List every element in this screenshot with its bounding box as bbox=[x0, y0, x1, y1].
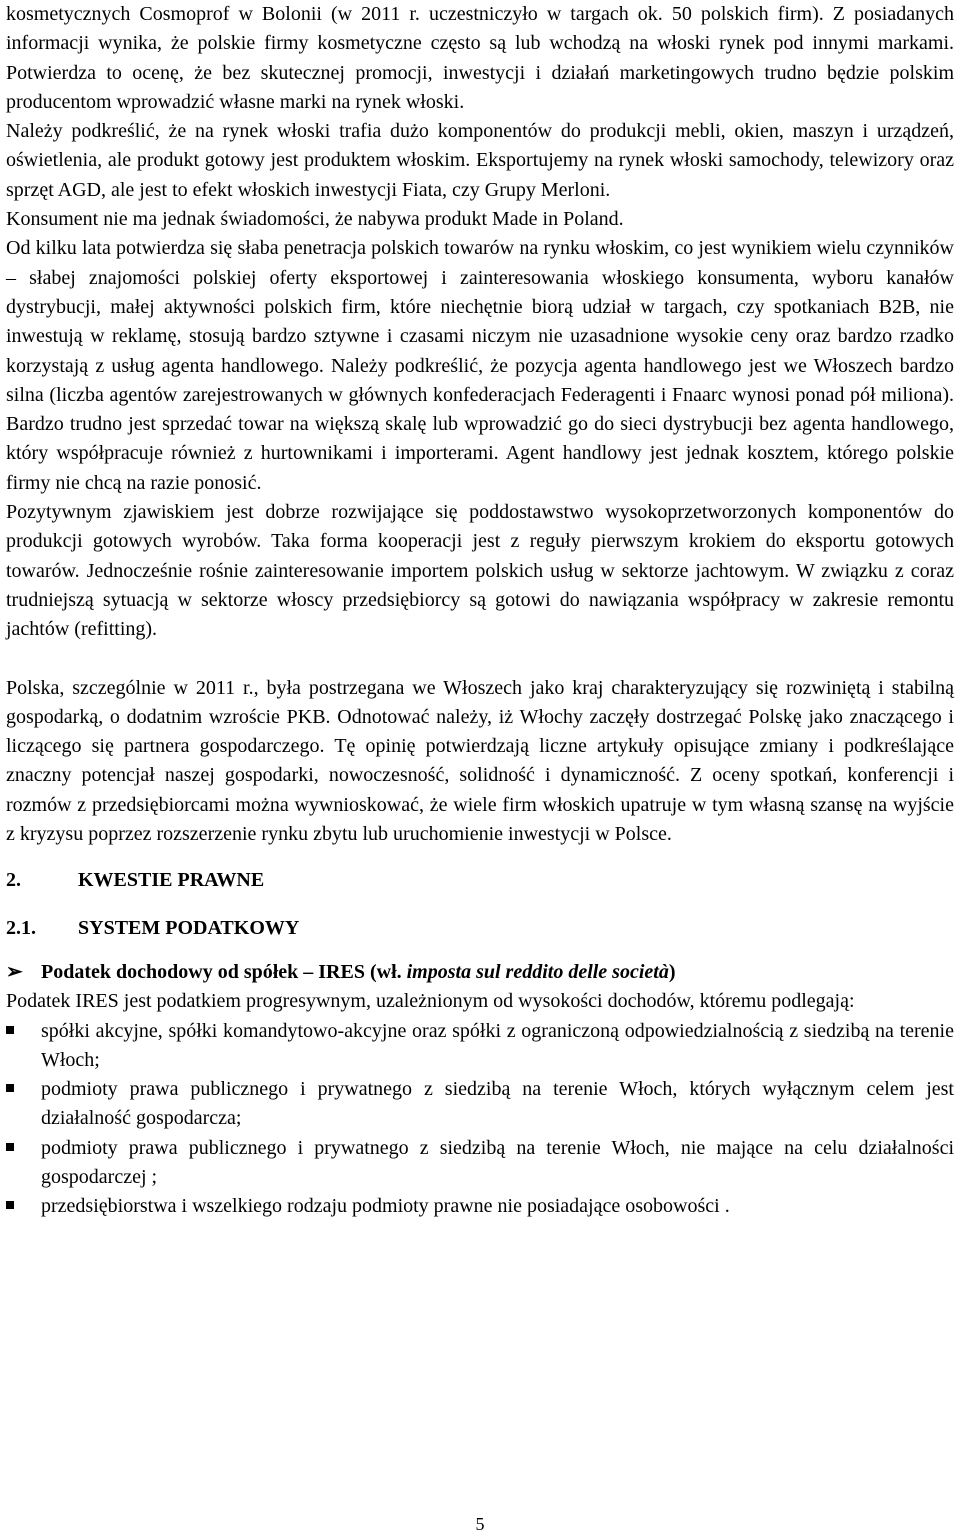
section-heading-legal bbox=[6, 866, 954, 895]
ires-heading-text: Podatek dochodowy od spółek – IRES (wł. bbox=[41, 960, 407, 983]
paragraph-consumer: Konsument nie ma jednak świadomości, że nabywa produkt Made in Poland. bbox=[6, 208, 624, 231]
subsection-title: SYSTEM PODATKOWY bbox=[78, 916, 300, 939]
ires-intro: Podatek IRES jest podatkiem progresywnym, uzależnionym od wysokości dochodów, któremu podlegają: bbox=[6, 990, 855, 1013]
ires-heading bbox=[6, 958, 954, 987]
list-item: podmioty prawa publicznego i prywatnego z siedzibą na terenie Włoch, nie mające na celu działalności gospodarczej ; bbox=[6, 1134, 954, 1193]
paragraph-penetration: Od kilku lata potwierdza się słaba penetracja polskich towarów na rynku włoskim, co jest wynikiem wielu czynników – słabej znajomości polskiej oferty eksportowej i zainteresowania włoskiego konsumenta, wyboru kanałów dystrybucji, małej aktywności polskich firm, które niechętnie biorą udział w targach, czy spotkaniach B2B, nie inwestują w reklamę, stosują bardzo sztywne i czasami niczym nie uzasadnione wysokie ceny oraz bardzo rzadko korzystają z usług agenta handlowego. Należy podkreślić, że pozycja agenta handlowego jest we Włoszech bardzo silna (liczba agentów zarejestrowanych w głównych konfederacjach Federagenti i Fnaarc wynosi ponad pół miliona). Bardzo trudno jest sprzedać towar na większą skalę lub wprowadzić go do sieci dystrybucji bez agenta handlowego, który współpracuje również z hurtownikami i importerami. Agent handlowy jest jednak kosztem, którego polskie firmy nie chcą na razie ponosić. bbox=[6, 237, 954, 494]
paragraph-cosmetics: kosmetycznych Cosmoprof w Bolonii (w 2011 r. uczestniczyło w targach ok. 50 polskich firm). Z posiadanych informacji wynika, że polskie firmy kosmetyczne często są lub wchodzą na włoski rynek pod innymi markami. Potwierdza to ocenę, że bez skutecznej promocji, inwestycji i działań marketingowych trudno będzie polskim producentom wprowadzić własne marki na rynek włoski. bbox=[6, 3, 954, 113]
square-bullet-icon bbox=[6, 1143, 14, 1151]
ires-heading-close: ) bbox=[668, 960, 676, 983]
subsection-heading-tax bbox=[6, 914, 954, 943]
paragraph-subcontracting: Pozytywnym zjawiskiem jest dobrze rozwijające się poddostawstwo wysokoprzetworzonych komponentów do produkcji gotowych wyrobów. Taka forma kooperacji jest z reguły pierwszym krokiem do eksportu gotowych towarów. Jednocześnie rośnie zainteresowanie importem polskich usług w sektorze jachtowym. W związku z coraz trudniejszą sytuacją w sektorze włoscy przedsiębiorcy są gotowi do nawiązania współpracy w zakresie remontu jachtów (refitting). bbox=[6, 501, 954, 641]
paragraph-poland-perception: Polska, szczególnie w 2011 r., była postrzegana we Włoszech jako kraj charakteryzujący się rozwiniętą i stabilną gospodarką, o dodatnim wzroście PKB. Odnotować należy, iż Włochy zaczęły dostrzegać Polskę jako znaczącego i liczącego się partnera gospodarczego. Tę opinię potwierdzają liczne artykuły opisujące zmiany i podkreślające znaczny potencjał naszej gospodarki, nowoczesność, solidność i dynamiczność. Z oceny spotkań, konferencji i rozmów z przedsiębiorcami można wywnioskować, że wiele firm włoskich upatruje w tym własną szansę na wyjście z kryzysu poprzez rozszerzenie rynku zbytu lub uruchomienie inwestycji w Polsce. bbox=[6, 676, 954, 846]
list-item: przedsiębiorstwa i wszelkiego rodzaju podmioty prawne nie posiadające osobowości . bbox=[6, 1192, 954, 1221]
square-bullet-icon bbox=[6, 1026, 14, 1034]
square-bullet-icon bbox=[6, 1084, 14, 1092]
list-item: podmioty prawa publicznego i prywatnego z siedzibą na terenie Włoch, których wyłącznym celem jest działalność gospodarcza; bbox=[6, 1075, 954, 1134]
ires-heading-italian: imposta sul reddito delle società bbox=[406, 960, 669, 983]
document-page bbox=[6, 0, 954, 1222]
ires-subject-list bbox=[6, 1017, 954, 1222]
paragraph-components: Należy podkreślić, że na rynek włoski trafia dużo komponentów do produkcji mebli, okien, maszyn i urządzeń, oświetlenia, ale produkt gotowy jest produktem włoskim. Eksportujemy na rynek włoski samochody, telewizory oraz sprzęt AGD, ale jest to efekt włoskich inwestycji Fiata, czy Grupy Merloni. bbox=[6, 120, 954, 201]
page-number: 5 bbox=[475, 1514, 485, 1534]
arrow-bullet-icon: ➢ bbox=[6, 960, 23, 983]
section-number: 2. bbox=[6, 869, 21, 892]
square-bullet-icon bbox=[6, 1201, 14, 1209]
section-title: KWESTIE PRAWNE bbox=[78, 869, 265, 892]
subsection-number: 2.1. bbox=[6, 916, 36, 939]
list-item: spółki akcyjne, spółki komandytowo-akcyjne oraz spółki z ograniczoną odpowiedzialnością z siedzibą na terenie Włoch; bbox=[6, 1017, 954, 1076]
